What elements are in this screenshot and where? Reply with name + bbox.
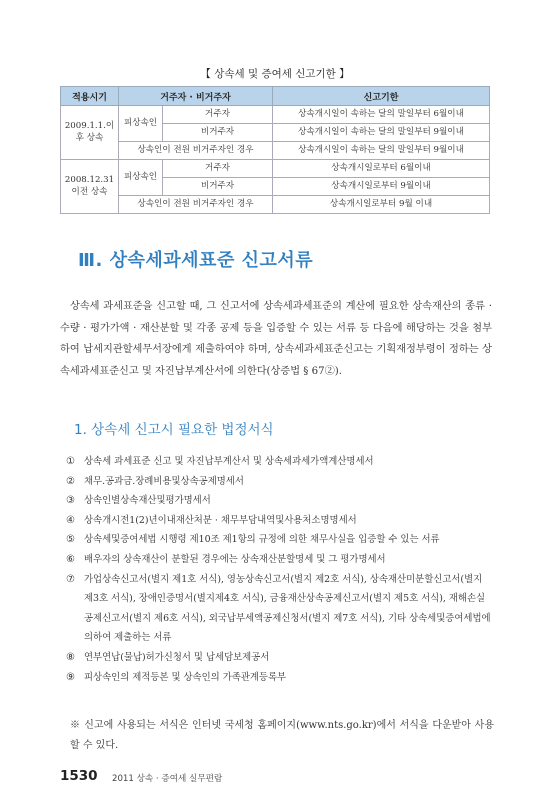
list-item <box>66 550 494 570</box>
list-item <box>66 648 494 668</box>
list-item <box>66 530 494 550</box>
period-cell: 2008.12.31 이전 상속 <box>61 160 119 214</box>
deadline-cell: 상속개시일로부터 6월이내 <box>273 160 490 178</box>
residency-cell: 비거주자 <box>163 178 273 196</box>
item-number: ⑥ <box>66 553 75 565</box>
subsection-title: 1. 상속세 신고시 필요한 법정서식 <box>74 422 274 438</box>
list-item <box>66 472 494 492</box>
item-text: 피상속인의 제적등본 및 상속인의 가족관계등록부 <box>84 671 287 683</box>
table-row <box>61 196 490 214</box>
note-text: ※ 신고에 사용되는 서식은 인터넷 국세청 홈페이지(www.nts.go.kr)에서 서식을 다운받아 사용할 수 있다. <box>70 720 494 751</box>
page-number: 1530 <box>60 768 98 784</box>
heir-cell: 피상속인 <box>119 160 163 196</box>
header-period: 적용시기 <box>61 87 119 106</box>
residency-cell: 거주자 <box>163 106 273 124</box>
item-number: ② <box>66 475 75 487</box>
item-number: ⑤ <box>66 534 75 546</box>
item-text: 상속세 과세표준 신고 및 자진납부계산서 및 상속세과세가액계산명세서 <box>84 456 374 467</box>
table-row <box>61 106 490 124</box>
deadline-cell: 상속개시일이 속하는 달의 말일부터 9월이내 <box>273 142 490 160</box>
heir-cell: 피상속인 <box>119 106 163 142</box>
all-nonresident-cell: 상속인이 전원 비거주자인 경우 <box>119 196 273 214</box>
item-text: 상속인별상속재산및평가명세서 <box>84 495 211 507</box>
filing-deadline-table <box>60 86 490 214</box>
item-text: 상속개시전1(2)년이내재산처분 · 채무부담내역및사용처소명명세서 <box>84 514 357 526</box>
list-item <box>66 491 494 511</box>
item-text: 배우자의 상속재산이 분할된 경우에는 상속재산분할명세 및 그 평가명세서 <box>84 553 386 565</box>
section-paragraph: 상속세 과세표준을 신고할 때, 그 신고서에 상속세과세표준의 계산에 필요한 상속재산의 종류 · 수량 · 평가가액 · 재산분할 및 각종 공제 등을 입증할 수 있는 서류 등 다음에 해당하는 것을 첨부하여 납세지관할세무서장에게 제출하여야 하며, 상속세과세표준신고는 기획재정부령이 정하는 상속세과세표준신고 및 자진납부계산서에 의한다(상증법 § 67②). <box>60 301 492 377</box>
header-residency: 거주자 · 비거주자 <box>119 87 273 106</box>
all-nonresident-cell: 상속인이 전원 비거주자인 경우 <box>119 142 273 160</box>
deadline-cell: 상속개시일이 속하는 달의 말일부터 6월이내 <box>273 106 490 124</box>
residency-cell: 비거주자 <box>163 124 273 142</box>
deadline-cell: 상속개시일이 속하는 달의 말일부터 9월이내 <box>273 124 490 142</box>
section-title: Ⅲ. 상속세과세표준 신고서류 <box>78 250 314 271</box>
item-number: ⑨ <box>66 671 75 683</box>
period-cell: 2009.1.1.이후 상속 <box>61 106 119 160</box>
item-text: 가업상속신고서(별지 제1호 서식), 영농상속신고서(별지 제2호 서식), 상속재산미분할신고서(별지 제3호 서식), 장애인증명서(별지제4호 서식), 금융재산상속공제신고서(별지 제5호 서식), 재해손실공제신고서(별지 제6호 서식), 외국납부세액공제신청서(별지 제7호 서식), 기타 상속세및증여세법에 의하여 제출하는 서류 <box>84 573 491 644</box>
book-title: 2011 상속 · 증여세 실무편람 <box>112 774 223 784</box>
item-number: ⑦ <box>66 573 75 585</box>
table-header-row <box>61 87 490 106</box>
deadline-cell: 상속개시일로부터 9월 이내 <box>273 196 490 214</box>
table-row <box>61 142 490 160</box>
deadline-cell: 상속개시일로부터 9월이내 <box>273 178 490 196</box>
residency-cell: 거주자 <box>163 160 273 178</box>
item-number: ⑧ <box>66 651 75 663</box>
item-number: ① <box>66 456 75 467</box>
list-item <box>66 668 494 688</box>
item-text: 연부연납(물납)허가신청서 및 납세담보제공서 <box>84 651 270 663</box>
header-deadline: 신고기한 <box>273 87 490 106</box>
item-text: 상속세및증여세법 시행령 제10조 제1항의 규정에 의한 채무사실을 입증할 수 있는 서류 <box>84 534 440 546</box>
item-number: ③ <box>66 495 75 507</box>
list-item <box>66 511 494 531</box>
table-row <box>61 160 490 178</box>
item-text: 채무.공과금.장례비용및상속공제명세서 <box>84 475 244 487</box>
table-caption: 【 상속세 및 증여세 신고기한 】 <box>200 68 350 80</box>
required-forms-list <box>66 452 494 687</box>
list-item <box>66 452 494 472</box>
list-item <box>66 570 494 648</box>
item-number: ④ <box>66 514 75 526</box>
